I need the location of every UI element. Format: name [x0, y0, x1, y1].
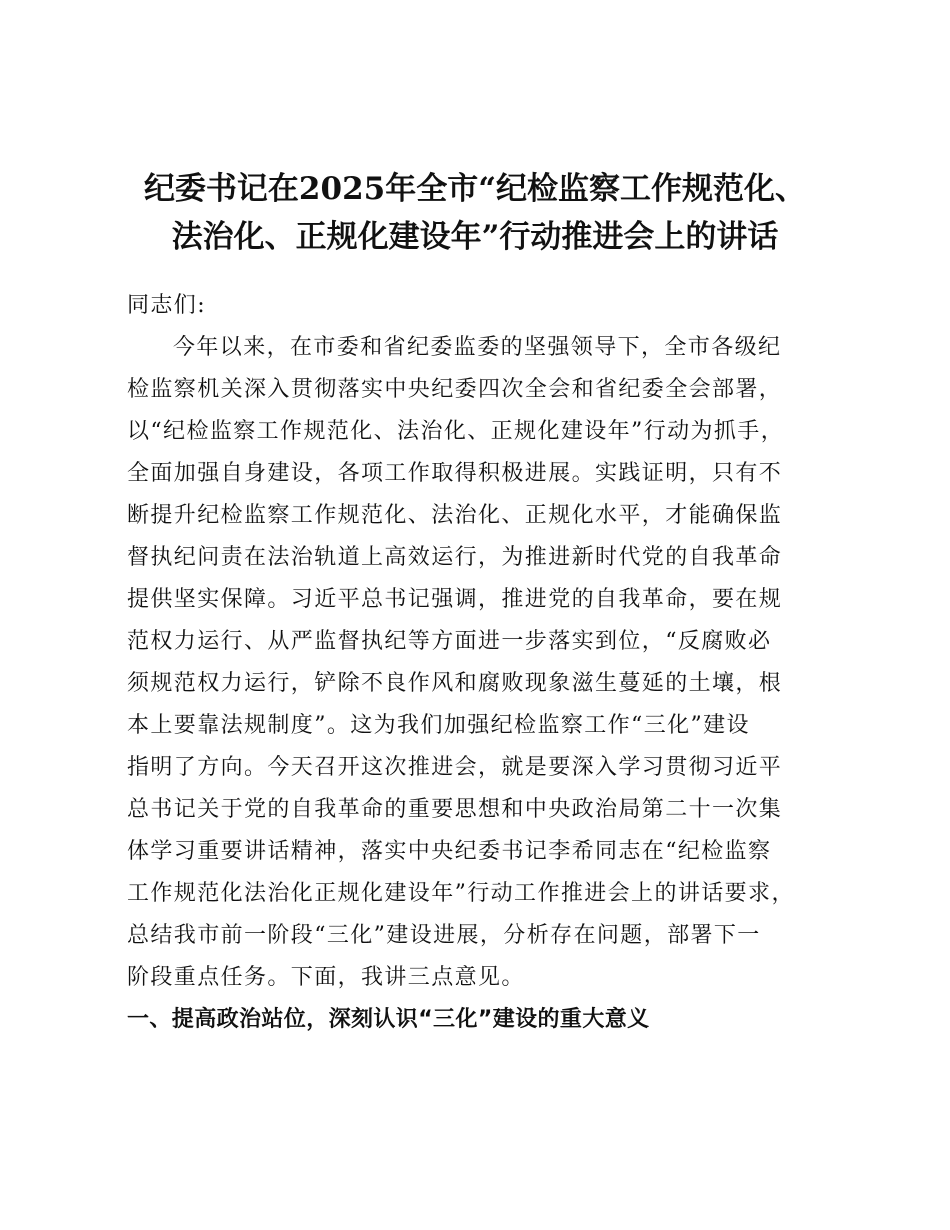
paragraph-line: 提供坚实保障。习近平总书记强调，推进党的自我革命，要在规 — [127, 587, 783, 612]
paragraph-line: 本上要靠法规制度”。这为我们加强纪检监察工作“三化”建设 — [127, 713, 750, 738]
title-line: 纪委书记在2025年全市“纪检监察工作规范化、 — [143, 171, 807, 207]
paragraph-line: 工作规范化法治化正规化建设年”行动工作推进会上的讲话要求， — [127, 881, 795, 906]
paragraph-line: 以“纪检监察工作规范化、法治化、正规化建设年”行动为抓手， — [127, 419, 785, 444]
document-body — [127, 285, 827, 1041]
section-heading: 一、提高政治站位，深刻认识“三化”建设的重大意义 — [127, 1007, 650, 1032]
paragraph-line: 须规范权力运行，铲除不良作风和腐败现象滋生蔓延的土壤，根 — [127, 671, 783, 696]
document-title — [110, 165, 840, 261]
title-line: 法治化、正规化建设年”行动推进会上的讲话 — [171, 219, 779, 255]
paragraph-line: 体学习重要讲话精神，落实中央纪委书记李希同志在“纪检监察 — [127, 839, 772, 864]
paragraph-line: 总书记关于党的自我革命的重要思想和中央政治局第二十一次集 — [127, 797, 783, 822]
paragraph-line: 督执纪问责在法治轨道上高效运行，为推进新时代党的自我革命 — [127, 545, 783, 570]
paragraph-line: 全面加强自身建设，各项工作取得积极进展。实践证明，只有不 — [127, 461, 783, 486]
paragraph-line: 总结我市前一阶段“三化”建设进展，分析存在问题，部署下一 — [127, 923, 761, 948]
paragraph-line: 指明了方向。今天召开这次推进会，就是要深入学习贯彻习近平 — [127, 755, 783, 780]
opening-paragraph — [127, 327, 827, 999]
paragraph-line: 范权力运行、从严监督执纪等方面进一步落实到位，“反腐败必 — [127, 629, 772, 654]
salutation: 同志们: — [127, 293, 207, 318]
paragraph-line: 阶段重点任务。下面，我讲三点意见。 — [127, 965, 525, 990]
paragraph-line: 断提升纪检监察工作规范化、法治化、正规化水平，才能确保监 — [127, 503, 783, 528]
paragraph-line: 今年以来，在市委和省纪委监委的坚强领导下，全市各级纪 — [173, 335, 782, 360]
paragraph-line: 检监察机关深入贯彻落实中央纪委四次全会和省纪委全会部署， — [127, 377, 783, 402]
